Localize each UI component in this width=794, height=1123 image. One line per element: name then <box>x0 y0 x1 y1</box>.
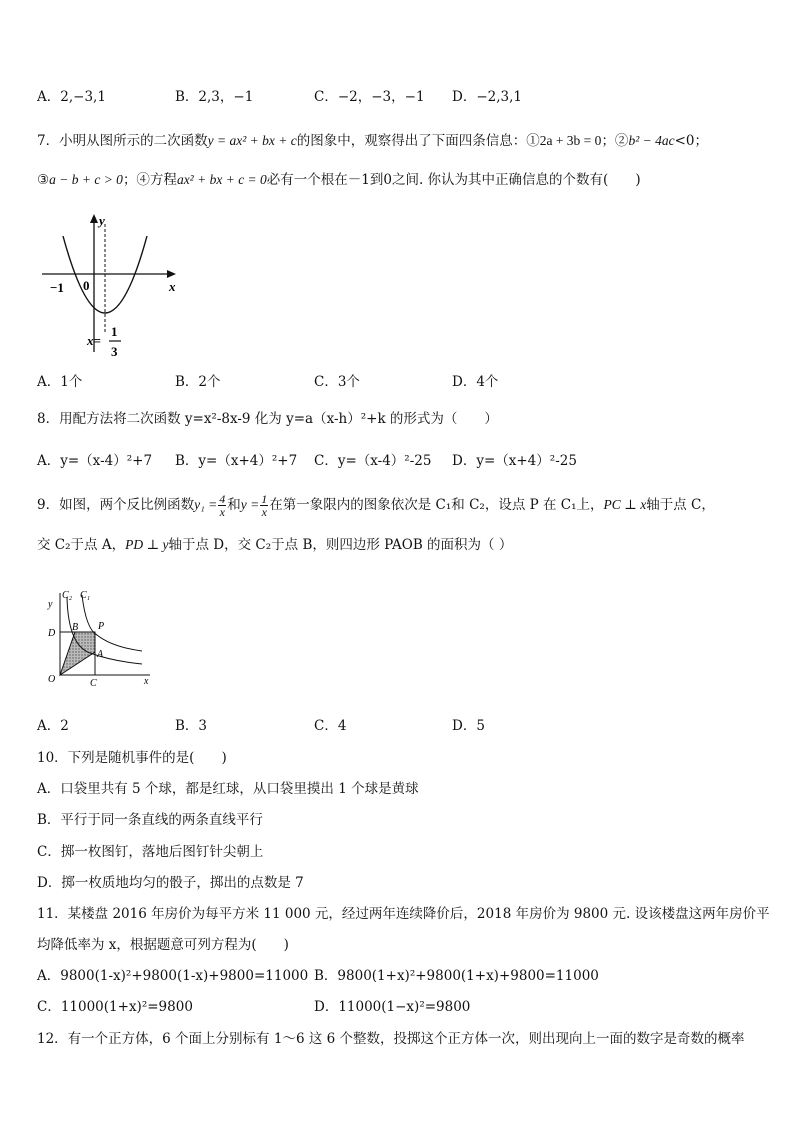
q7-info4: ax² + bx + c = 0 <box>176 172 267 187</box>
label-c2: C₂ <box>62 590 73 601</box>
q6-option-a: A．2,−3,1 <box>37 89 106 105</box>
symmetry-den: 3 <box>111 344 118 359</box>
symmetry-num: 1 <box>111 324 118 339</box>
q11-option-b: B．9800(1+x)²+9800(1+x)+9800=11000 <box>314 968 599 984</box>
q7-option-c: C．3个 <box>314 374 360 390</box>
label-a: A <box>97 649 104 660</box>
q9-text: 和 <box>227 497 241 513</box>
neg-one-label: −1 <box>50 280 64 295</box>
q9-y2: y = <box>240 497 260 512</box>
q7-text: <0； <box>674 133 708 149</box>
q7-text: ；② <box>601 133 629 149</box>
q11-option-d: D．11000(1−x)²=9800 <box>314 999 471 1015</box>
q9-pd-perp: PD ⊥ y <box>125 537 169 552</box>
q9-option-c: C．4 <box>314 718 347 734</box>
q9-hyperbola-figure <box>42 585 157 690</box>
label-y: y <box>48 599 53 610</box>
q10-option-c: C．掷一枚图钉，落地后图钉针尖朝上 <box>37 844 264 860</box>
fraction-denominator: x <box>261 505 267 519</box>
q10-option-d: D．掷一枚质地均匀的骰子，掷出的点数是 7 <box>37 875 304 891</box>
q6-option-c: C．−2，−3，−1 <box>314 89 425 105</box>
q11-stem-line2: 均降低率为 x，根据题意可列方程为( ) <box>37 937 289 953</box>
label-c1: C₁ <box>80 590 91 601</box>
q7-stem-line1 <box>37 131 708 151</box>
x-label: x <box>169 279 176 294</box>
q9-text: 交 C₂于点 A， <box>37 537 126 553</box>
q8-option-c: C．y=（x-4）²-25 <box>314 453 432 469</box>
x-axis-arrow <box>167 270 176 278</box>
q9-option-a: A．2 <box>37 718 69 734</box>
symmetry-eq-label: x= <box>87 333 101 348</box>
q9-option-b: B．3 <box>175 718 208 734</box>
q9-text: 9．如图，两个反比例函数 <box>37 497 195 513</box>
q10-stem: 10．下列是随机事件的是( ) <box>37 750 227 766</box>
q9-text: 轴于点 C， <box>646 497 715 513</box>
q9-option-d: D．5 <box>452 718 485 734</box>
q8-stem: 8．用配方法将二次函数 y=x²-8x-9 化为 y=a（x-h）²+k 的形式为（ ） <box>37 411 498 427</box>
q6-option-b: B．2,3，−1 <box>175 89 254 105</box>
q6-option-d: D．−2,3,1 <box>452 89 522 105</box>
q7-option-a: A．1个 <box>37 374 83 390</box>
fraction-denominator: x <box>219 505 225 519</box>
y-label: y <box>99 213 105 228</box>
q10-option-a: A．口袋里共有 5 个球，都是红球，从口袋里摸出 1 个球是黄球 <box>37 781 419 797</box>
q9-stem-line2 <box>37 535 512 555</box>
q7-info1: 2a + 3b = 0 <box>539 133 602 148</box>
q9-fraction-4-over-x <box>218 493 226 518</box>
q7-text: ③ <box>37 172 50 188</box>
q11-option-a: A．9800(1-x)²+9800(1-x)+9800=11000 <box>37 968 309 984</box>
q10-option-b: B．平行于同一条直线的两条直线平行 <box>37 812 263 828</box>
y-axis-arrow <box>90 214 98 223</box>
label-c: C <box>90 678 97 689</box>
q9-text: 在第一象限内的图象依次是 C₁和 C₂，设点 P 在 C₁上， <box>269 497 604 513</box>
shaded-quadrilateral <box>60 632 95 675</box>
fraction-numerator: 1 <box>261 492 268 506</box>
q8-option-a: A．y=（x-4）²+7 <box>37 453 153 469</box>
label-b: B <box>72 622 79 633</box>
q7-parabola-figure <box>36 210 186 365</box>
q8-option-d: D．y=（x+4）²-25 <box>452 453 577 469</box>
q12-stem: 12．有一个正方体，6 个面上分别标有 1～6 这 6 个整数，投掷这个正方体一次，则出现向上一面的数字是奇数的概率 <box>37 1031 745 1047</box>
q7-text: 的图象中，观察得出了下面四条信息：① <box>296 133 540 149</box>
q9-pc-perp: PC ⊥ x <box>603 497 647 512</box>
q9-text: 轴于点 D，交 C₂于点 B，则四边形 PAOB 的面积为（ ） <box>168 537 513 553</box>
fraction-numerator: 4 <box>219 492 226 506</box>
q7-option-b: B．2个 <box>175 374 221 390</box>
q9-fraction-1-over-x <box>260 493 268 518</box>
q8-option-b: B．y=（x+4）²+7 <box>175 453 298 469</box>
q7-stem-line2 <box>37 170 641 190</box>
q7-text: 必有一个根在－1到0之间. 你认为其中正确信息的个数有( ) <box>266 172 641 188</box>
q7-text: ；④方程 <box>122 172 177 188</box>
q7-info2: b² − 4ac <box>628 133 675 148</box>
q11-stem-line1: 11．某楼盘 2016 年房价为每平方米 11 000 元，经过两年连续降价后，2018 年房价为 9800 元. 设该楼盘这两年房价平 <box>37 906 770 922</box>
q7-info3: a − b + c > 0 <box>49 172 123 187</box>
origin-label: 0 <box>83 278 90 293</box>
q11-option-c: C．11000(1+x)²=9800 <box>37 999 193 1015</box>
q7-option-d: D．4个 <box>452 374 499 390</box>
label-d: D <box>48 628 56 639</box>
label-p: P <box>98 621 105 632</box>
q9-stem-line1 <box>37 493 715 518</box>
q9-y1: y₁ = <box>194 497 218 512</box>
q7-text: 7．小明从图所示的二次函数 <box>37 133 208 149</box>
label-x: x <box>144 676 149 687</box>
label-o: O <box>48 674 56 685</box>
q7-equation: y = ax² + bx + c <box>207 133 297 148</box>
